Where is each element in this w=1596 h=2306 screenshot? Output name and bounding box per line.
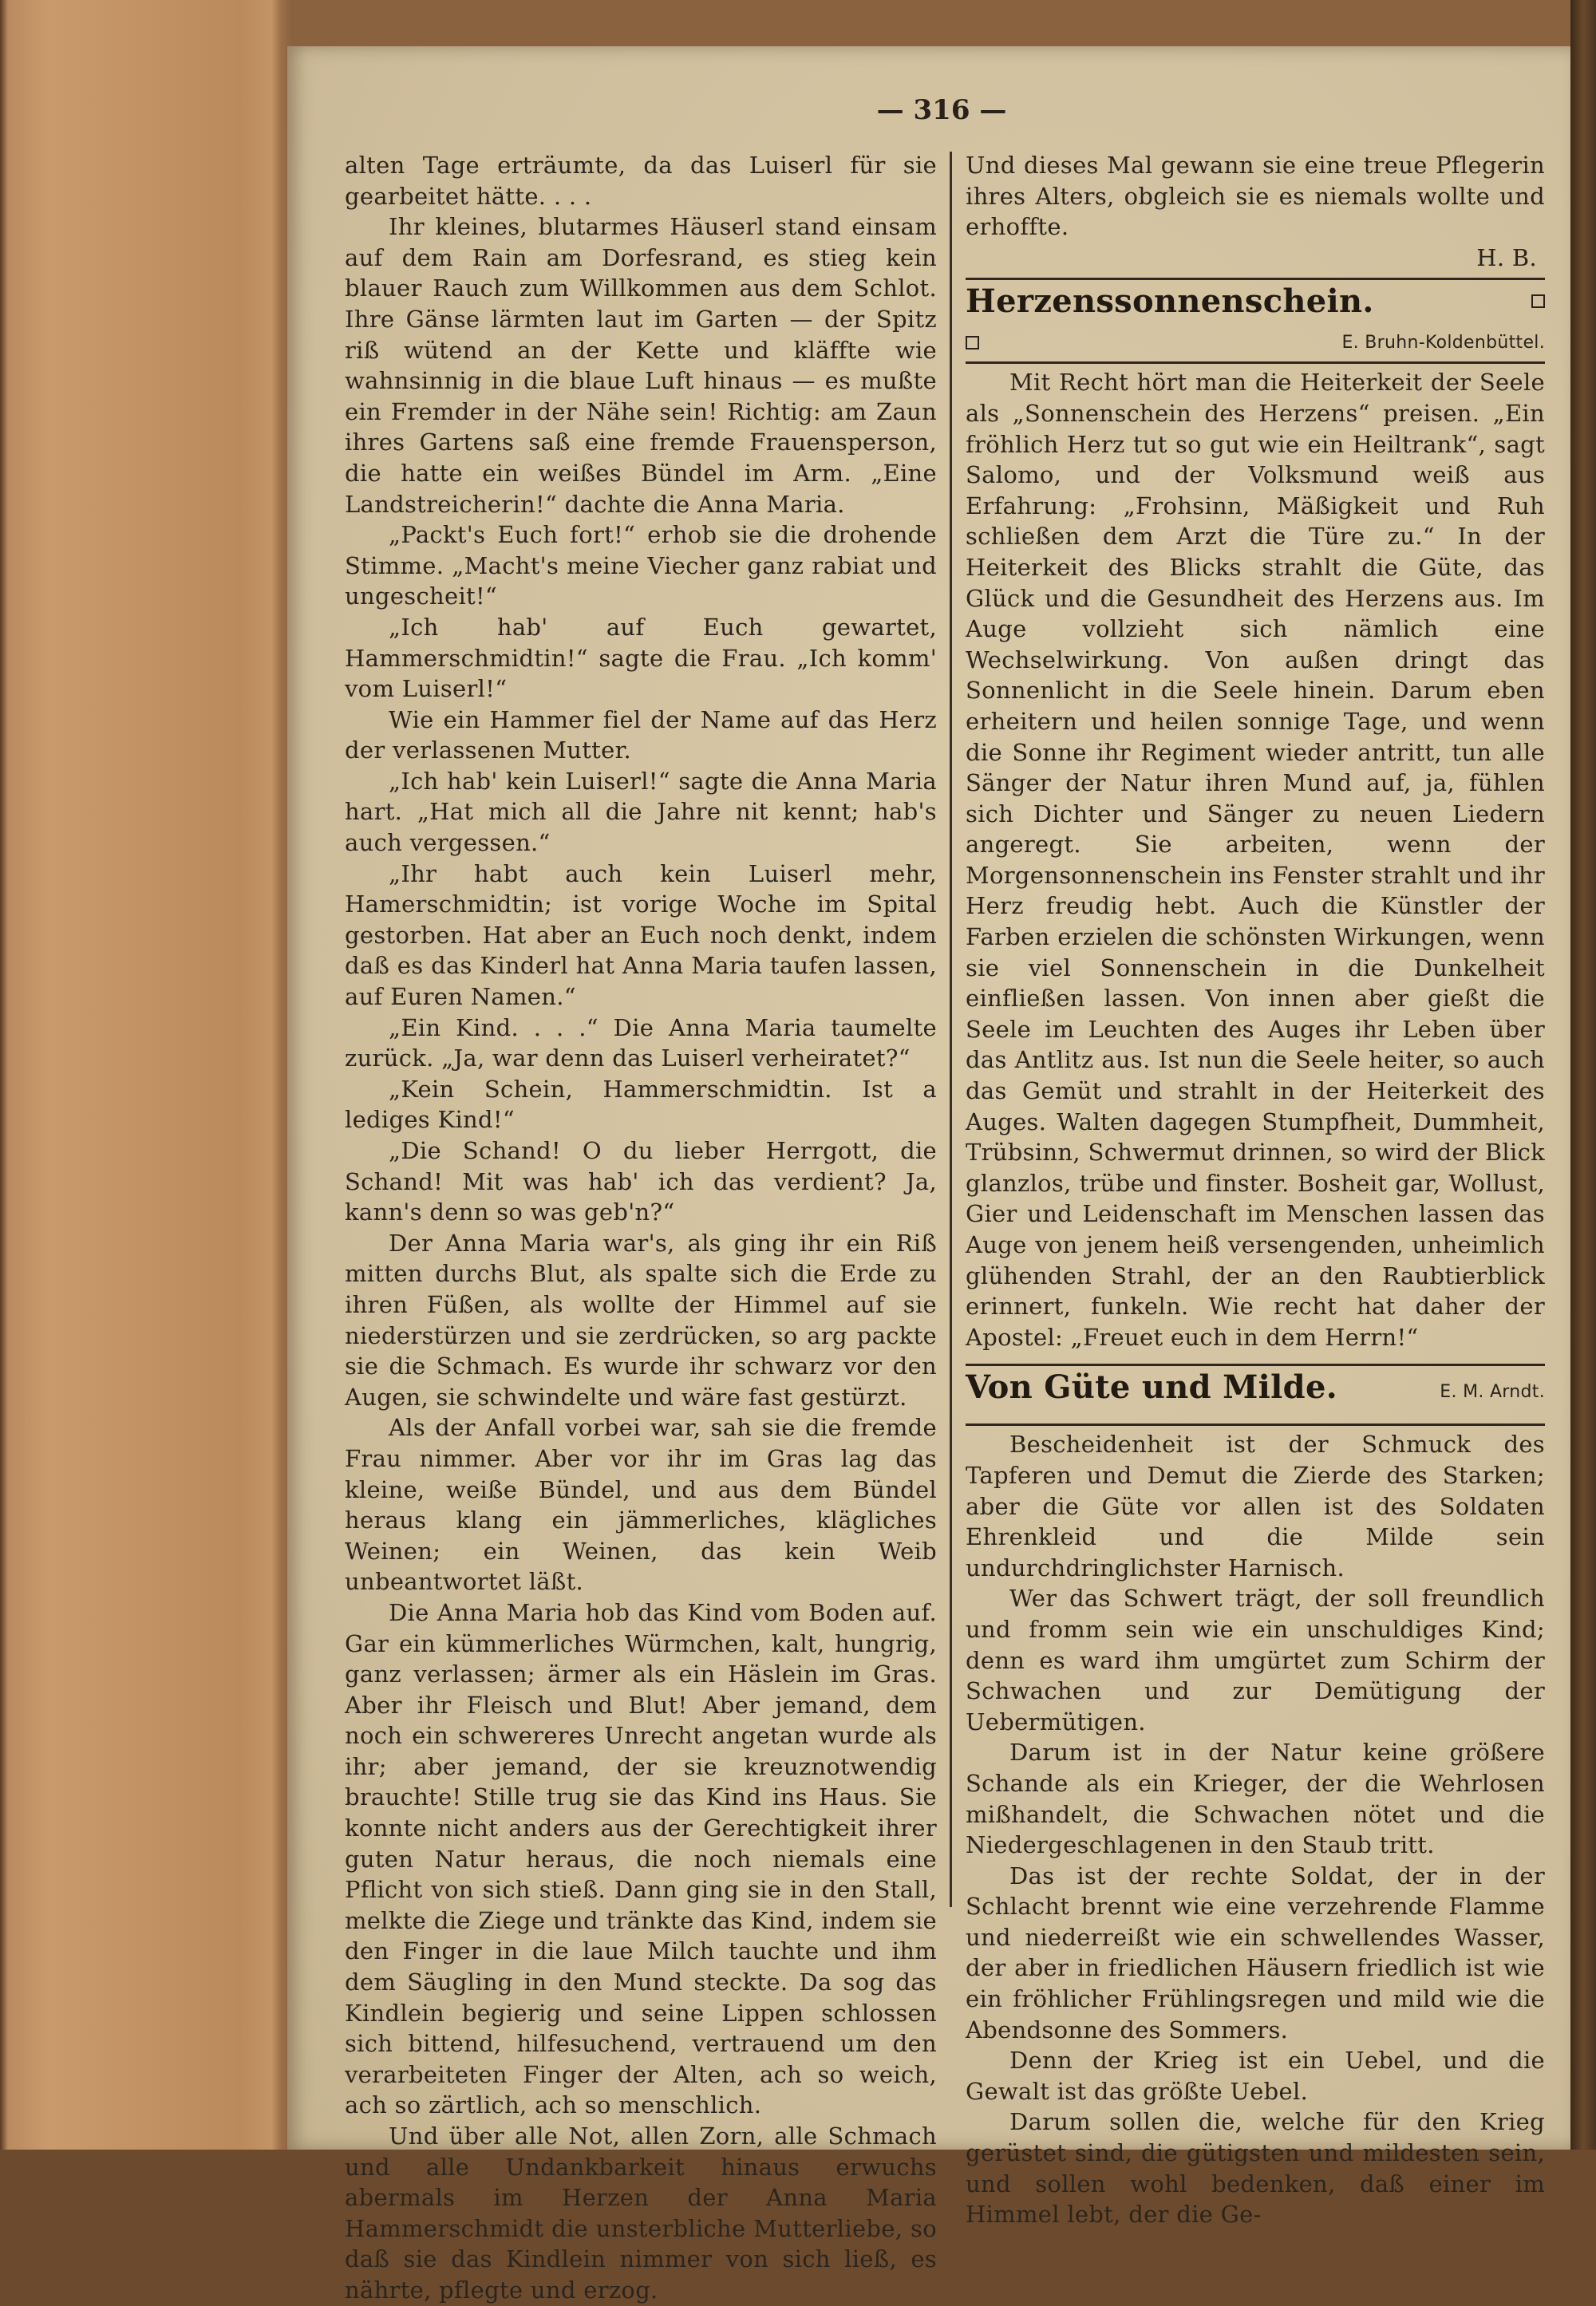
paragraph: Ihr kleines, blutarmes Häuserl stand einsam auf dem Rain am Dorfesrand, es stieg kein blauer Rauch zum Willkommen aus dem Schlot. Ihre Gänse lärmten laut im Garten — der Spitz riß wütend an der Kette und kläffte wie wahnsinnig in die blaue Luft hinaus — es mußte ein Fremder in der Nähe sein! Richtig: am Zaun ihres Gartens saß eine fremde Frauensperson, die hatte ein weißes Bündel im Arm. „Eine Landstreicherin!“ dachte die Anna Maria. [345,213,937,518]
section-rule [966,278,1545,280]
paragraph: Wie ein Hammer fiel der Name auf das Herz der verlassenen Mutter. [345,705,937,764]
section-author: E. M. Arndt. [1440,1382,1545,1403]
section-heading-herzenssonnenschein [966,283,1545,357]
right-column [966,150,1545,2230]
paragraph: Als der Anfall vorbei war, sah sie die fremde Frau nimmer. Aber vor ihr im Gras lag das kleine, weiße Bündel, und aus dem Bündel heraus klang ein jämmerliches, klägliches Weinen; ein Weinen, das kein Weib unbeantwortet läßt. [345,1414,937,1596]
left-column [345,150,937,2306]
story-signoff: H. B. [1476,243,1537,271]
next-page-edge [1570,0,1596,2150]
paragraph: Die Anna Maria hob das Kind vom Boden auf. Gar ein kümmerliches Würmchen, kalt, hungrig, ganz verlassen; ärmer als ein Häslein im Gras. Aber ihr Fleisch und Blut! Aber jemand, dem noch ein schwereres Unrecht angetan wurde als ihr; aber jemand, der sie kreuznotwendig brauchte! Stille trug sie das Kind ins Haus. Sie konnte nicht anders aus der Gerechtigkeit ihrer guten Natur heraus, die noch niemals eine Pflicht von sich stieß. Dann ging sie in den Stall, melkte die Ziege und tränkte das Kind, indem sie den Finger in die laue Milch tauchte und ihm dem Säugling in den Mund steckte. Da sog das Kindlein begierig und seine Lippen schlossen sich bittend, hilfesuchend, vertrauend um den verarbeiteten Finger der Alten, ach so weich, ach so zärtlich, ach so menschlich. [345,1598,937,2119]
paragraph: Bescheidenheit ist der Schmuck des Tapferen und Demut die Zierde des Starken; aber die Güte vor allen ist des Soldaten Ehrenkleid und die Milde sein undurchdringlichster Harnisch. [966,1431,1545,1581]
story-ending: Und dieses Mal gewann sie eine treue Pflegerin ihres Alters, obgleich sie es niemals wollte und erhoffte. [966,152,1545,241]
paragraph: Mit Recht hört man die Heiterkeit der Seele als „Sonnenschein des Herzens“ preisen. „Ein fröhlich Herz tut so gut wie ein Heiltrank“, sagt Salomo, und der Volksmund weiß aus Erfahrung: „Frohsinn, Mäßigkeit und Ruh schließen dem Arzt die Türe zu.“ In der Heiterkeit des Blicks strahlt die Güte, das Glück und die Gesundheit des Herzens aus. Im Auge vollzieht sich nämlich eine Wechselwirkung. Von außen dringt das Sonnenlicht in die Seele hinein. Darum eben erheitern und heilen sonnige Tage, und wenn die Sonne ihr Regiment wieder antritt, tun alle Sänger der Natur ihren Mund auf, ja, fühlen sich Dichter und Sänger zu neuen Liedern angeregt. Sie arbeiten, wenn der Morgensonnenschein ins Fenster strahlt und ihr Herz freudig hebt. Auch die Künstler der Farben erzielen die schönsten Wirkungen, wenn sie viel Sonnenschein in die Dunkelheit einfließen lassen. Von innen aber gießt die Seele im Leuchten des Auges ihr Leben über das Antlitz aus. Ist nun die Seele heiter, so auch das Gemüt und strahlt in der Heiterkeit des Auges. Walten dagegen Stumpfheit, Dummheit, Trübsinn, Schwermut drinnen, so wird der Blick glanzlos, trübe und finster. Bosheit gar, Wollust, Gier und Leidenschaft im Menschen lassen das Auge von jenem heiß versengenden, unheimlich glühenden Strahl, der an den Raubtierblick erinnert, funkeln. Wie recht hat daher der Apostel: „Freuet euch in dem Herrn!“ [966,369,1545,1351]
paragraph: Der Anna Maria war's, als ging ihr ein Riß mitten durchs Blut, als spalte sich die Erde zu ihren Füßen, als wollte der Himmel auf sie niederstürzen und sie zerdrücken, so arg packte sie die Schmach. Es wurde ihr schwarz vor den Augen, sie schwindelte und wäre fast gestürzt. [345,1229,937,1411]
section-heading-von-guete-und-milde [966,1369,1545,1419]
paragraph: Darum sollen die, welche für den Krieg gerüstet sind, die gütigsten und mildesten sein, und sollen wohl bedenken, daß einer im Himmel lebt, der die Ge- [966,2108,1545,2229]
page-number: — 316 — [876,94,1007,126]
ornament-box-icon [966,336,979,349]
section-title: Herzenssonnenschein. [966,282,1374,321]
paragraph: „Packt's Euch fort!“ erhob sie die drohende Stimme. „Macht's meine Viecher ganz rabiat und ungescheit!“ [345,521,937,610]
column-divider [950,152,952,1907]
section-rule [966,361,1545,364]
paragraph: „Ich hab' auf Euch gewartet, Hammerschmidtin!“ sagte die Frau. „Ich komm' vom Luiserl!“ [345,613,937,703]
ornament-box-icon [1531,294,1545,308]
paragraph: Darum ist in der Natur keine größere Schande als ein Krieger, der die Wehrlosen mißhandelt, die Schwachen nötet und die Niedergeschlagenen in den Staub tritt. [966,1739,1545,1859]
paragraph: Denn der Krieg ist ein Uebel, und die Gewalt ist das größte Uebel. [966,2047,1545,2105]
paragraph: „Ihr habt auch kein Luiserl mehr, Hamerschmidtin; ist vorige Woche im Spital gestorben. Hat aber an Euch noch denkt, indem daß es das Kinderl hat Anna Maria taufen lassen, auf Euren Namen.“ [345,859,937,1011]
paragraph: Und über alle Not, allen Zorn, alle Schmach und alle Undankbarkeit hinaus erwuchs abermals im Herzen der Anna Maria Hammerschmidt die unsterbliche Mutterliebe, so daß sie das Kindlein nimmer von sich ließ, es nährte, pflegte und erzog. [345,2122,937,2304]
paragraph: „Ein Kind. . . .“ Die Anna Maria taumelte zurück. „Ja, war denn das Luiserl verheiratet?“ [345,1013,937,1072]
paragraph: alten Tage erträumte, da das Luiserl für sie gearbeitet hätte. . . . [345,152,937,210]
paragraph: „Kein Schein, Hammerschmidtin. Ist a lediges Kind!“ [345,1075,937,1134]
paragraph: Wer das Schwert trägt, der soll freundlich und fromm sein wie ein unschuldiges Kind; denn es ward ihm umgürtet zum Schirm der Schwachen und zur Demütigung der Uebermütigen. [966,1585,1545,1735]
section-rule [966,1423,1545,1426]
paragraph: „Ich hab' kein Luiserl!“ sagte die Anna Maria hart. „Hat mich all die Jahre nit kennt; hab's auch vergessen.“ [345,767,937,857]
section-author: E. Bruhn-Koldenbüttel. [1341,333,1545,353]
section-rule [966,1364,1545,1366]
paragraph: Das ist der rechte Soldat, der in der Schlacht brennt wie eine verzehrende Flamme und niederreißt wie ein schwellendes Wasser, der aber in friedlichen Häusern friedlich ist wie ein fröhlicher Frühlingsregen und mild wie die Abendsonne des Sommers. [966,1862,1545,2043]
section-title: Von Güte und Milde. [966,1368,1337,1407]
paragraph: „Die Schand! O du lieber Herrgott, die Schand! Mit was hab' ich das verdient? Ja, kann's denn so was geb'n?“ [345,1137,937,1226]
